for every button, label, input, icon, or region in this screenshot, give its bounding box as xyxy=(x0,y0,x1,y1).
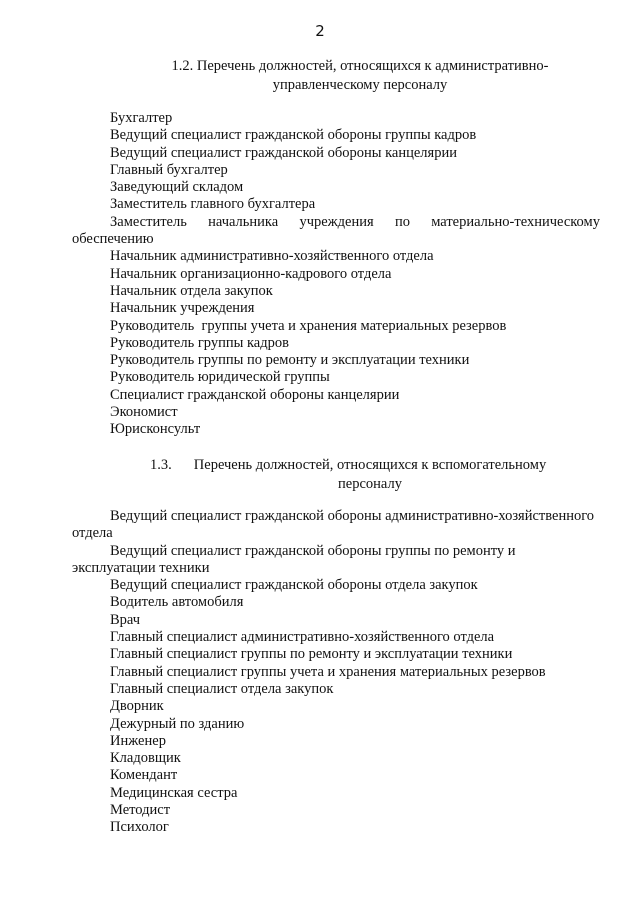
list-item: Психолог xyxy=(110,819,169,836)
list-item: Заместитель главного бухгалтера xyxy=(110,196,316,213)
list-item: Методист xyxy=(110,802,171,819)
section-1-3-heading-line-1: Перечень должностей, относящихся к вспомогательному xyxy=(193,457,547,473)
list-item: Начальник учреждения xyxy=(110,300,255,317)
list-item: Кладовщик xyxy=(110,750,181,767)
list-item: Главный специалист административно-хозяйственного отдела xyxy=(110,629,495,646)
list-item: Руководитель группы по ремонту и эксплуатации техники xyxy=(110,352,470,369)
list-item: Начальник административно-хозяйственного отдела xyxy=(110,248,434,265)
list-item: Главный специалист отдела закупок xyxy=(110,680,334,697)
list-item: Бухгалтер xyxy=(110,110,173,126)
list-item: Руководитель группы учета и хранения материальных резервов xyxy=(110,317,507,334)
list-item: Инженер xyxy=(110,732,166,749)
section-1-3-heading-text xyxy=(190,456,550,494)
list-item: Дворник xyxy=(110,698,164,715)
word: учреждения xyxy=(299,213,374,230)
section-1-3-position-list xyxy=(72,508,600,837)
section-1-2-heading xyxy=(150,57,570,95)
section-1-3-heading-line-2: персоналу xyxy=(338,476,402,492)
list-item: Специалист гражданской обороны канцелярии xyxy=(110,386,400,403)
list-item: Юрисконсульт xyxy=(110,421,201,438)
word: начальника xyxy=(208,213,279,230)
justified-line-tail: обеспечению xyxy=(72,231,154,248)
list-item: Главный бухгалтер xyxy=(110,161,228,178)
list-item: Комендант xyxy=(110,767,178,784)
list-item: Руководитель юридической группы xyxy=(110,369,330,386)
section-1-2-position-list xyxy=(72,110,600,439)
list-item: Заведующий складом xyxy=(110,179,244,196)
list-item: Ведущий специалист гражданской обороны канцелярии xyxy=(110,144,457,161)
list-item: Начальник отдела закупок xyxy=(110,282,273,299)
word: по xyxy=(394,213,410,230)
word: материально-техническому xyxy=(431,213,600,230)
list-item: Руководитель группы кадров xyxy=(110,334,289,351)
list-item: Главный специалист группы учета и хранения материальных резервов xyxy=(110,663,546,680)
list-item: Дежурный по зданию xyxy=(110,715,245,732)
section-number: 1.3. xyxy=(150,457,172,473)
word: Заместитель xyxy=(110,213,187,230)
page-number: 2 xyxy=(315,22,325,40)
list-item: Водитель автомобиля xyxy=(110,594,244,611)
list-item: Начальник организационно-кадрового отдела xyxy=(110,265,392,282)
list-item: Главный специалист группы по ремонту и эксплуатации техники xyxy=(110,646,513,663)
list-item: Ведущий специалист гражданской обороны административно-хозяйственного отдела xyxy=(72,508,595,542)
list-item: Ведущий специалист гражданской обороны группы кадров xyxy=(110,127,477,144)
section-1-2-heading-line-1: 1.2. Перечень должностей, относящихся к административно- xyxy=(171,58,549,74)
section-1-2-heading-line-2: управленческому персоналу xyxy=(272,77,448,93)
list-item: Врач xyxy=(110,611,141,628)
list-item: Медицинская сестра xyxy=(110,784,238,801)
list-item: Ведущий специалист гражданской обороны отдела закупок xyxy=(110,577,478,594)
list-item-justified xyxy=(72,214,600,249)
justified-line xyxy=(72,214,600,231)
list-item: Экономист xyxy=(110,404,178,421)
list-item: Ведущий специалист гражданской обороны группы по ремонту и эксплуатации техники xyxy=(72,542,516,576)
